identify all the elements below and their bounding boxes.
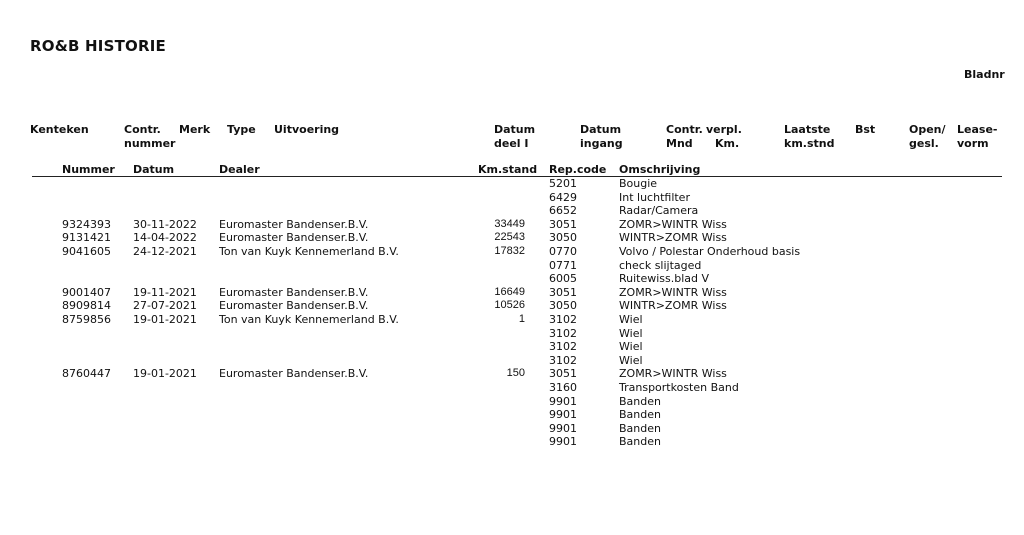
table-row	[0, 354, 1024, 368]
header-lease-vorm-line1: Lease-	[957, 123, 998, 136]
table-row	[0, 218, 1024, 232]
row-omschrijving: Bougie	[619, 177, 658, 190]
report-title: RO&B HISTORIE	[30, 37, 166, 55]
table-row	[0, 340, 1024, 354]
header-contr-nummer-line1: Contr.	[124, 123, 161, 136]
row-kmstand: 150	[506, 367, 525, 380]
col-header-repcode: Rep.code	[549, 163, 607, 176]
row-datum: 24-12-2021	[133, 244, 197, 258]
row-omschrijving: Banden	[619, 394, 661, 408]
row-repcode: 9901	[549, 394, 577, 408]
header-datum-ingang	[580, 123, 623, 151]
row-nummer: 9131421	[62, 231, 111, 245]
row-repcode: 3102	[549, 353, 577, 367]
row-repcode: 0771	[549, 258, 577, 272]
header-merk: Merk	[179, 123, 211, 136]
table-row	[0, 395, 1024, 409]
table-row	[0, 327, 1024, 341]
table-row	[0, 191, 1024, 205]
header-contr-mnd	[666, 123, 703, 151]
row-omschrijving: Wiel	[619, 312, 643, 326]
row-nummer: 9041605	[62, 244, 111, 258]
table-row	[0, 245, 1024, 259]
row-omschrijving: Int luchtfilter	[619, 190, 690, 204]
row-repcode: 0770	[549, 244, 577, 258]
row-omschrijving: Volvo / Polestar Onderhoud basis	[619, 244, 801, 258]
row-omschrijving: Banden	[619, 421, 661, 435]
table-row	[0, 422, 1024, 436]
row-omschrijving: Wiel	[619, 353, 643, 367]
table-row	[0, 286, 1024, 300]
row-repcode: 3050	[549, 231, 577, 245]
row-repcode: 3051	[549, 285, 577, 299]
row-omschrijving: WINTR>ZOMR Wiss	[619, 231, 727, 245]
header-datum-deel	[494, 123, 535, 151]
row-omschrijving: check slijtaged	[619, 258, 702, 272]
row-kmstand: 10526	[494, 299, 525, 312]
table-row	[0, 259, 1024, 273]
table-row	[0, 231, 1024, 245]
col-header-omschrijving: Omschrijving	[619, 163, 701, 176]
header-kenteken: Kenteken	[30, 123, 89, 136]
header-datum-ingang-line1: Datum	[580, 123, 622, 136]
row-repcode: 3102	[549, 326, 577, 340]
row-omschrijving: Banden	[619, 408, 661, 422]
row-repcode: 3050	[549, 299, 577, 313]
header-type: Type	[227, 123, 256, 136]
col-header-datum: Datum	[133, 163, 175, 176]
row-nummer: 8759856	[62, 312, 111, 326]
row-repcode: 3160	[549, 380, 577, 394]
row-datum: 19-11-2021	[133, 285, 197, 299]
row-repcode: 9901	[549, 435, 577, 449]
row-omschrijving: Wiel	[619, 326, 643, 340]
row-omschrijving: Wiel	[619, 340, 643, 354]
col-header-nummer: Nummer	[62, 163, 115, 176]
row-omschrijving: ZOMR>WINTR Wiss	[619, 217, 727, 231]
row-repcode: 3102	[549, 340, 577, 354]
row-omschrijving: Banden	[619, 435, 661, 449]
header-datum-ingang-line2: ingang	[580, 137, 623, 150]
header-bst: Bst	[855, 123, 876, 136]
header-laatste-km	[784, 123, 834, 151]
header-laatste-km-line2: km.stnd	[784, 137, 835, 150]
row-repcode: 3051	[549, 217, 577, 231]
row-datum: 30-11-2022	[133, 217, 197, 231]
header-datum-deel-line1: Datum	[494, 123, 536, 136]
table-row	[0, 435, 1024, 449]
row-nummer: 9001407	[62, 285, 111, 299]
row-nummer: 9324393	[62, 217, 111, 231]
row-dealer: Ton van Kuyk Kennemerland B.V.	[219, 244, 399, 258]
row-repcode: 6652	[549, 204, 577, 218]
table-row	[0, 299, 1024, 313]
header-open-gesl	[909, 123, 946, 151]
header-verpl-km-line2: Km.	[715, 137, 740, 150]
table-row	[0, 272, 1024, 286]
row-dealer: Euromaster Bandenser.B.V.	[219, 217, 369, 231]
header-laatste-km-line1: Laatste	[784, 123, 831, 136]
row-kmstand: 1	[518, 312, 525, 325]
row-kmstand: 22543	[494, 231, 525, 244]
row-kmstand: 16649	[494, 285, 525, 298]
row-omschrijving: ZOMR>WINTR Wiss	[619, 367, 727, 381]
row-omschrijving: Ruitewiss.blad V	[619, 272, 710, 286]
table-row	[0, 313, 1024, 327]
table-row	[0, 177, 1024, 191]
header-lease-vorm-line2: vorm	[957, 137, 989, 150]
row-repcode: 9901	[549, 408, 577, 422]
table-row	[0, 204, 1024, 218]
row-repcode: 3051	[549, 367, 577, 381]
row-datum: 14-04-2022	[133, 231, 197, 245]
table-row	[0, 367, 1024, 381]
row-datum: 19-01-2021	[133, 312, 197, 326]
row-omschrijving: ZOMR>WINTR Wiss	[619, 285, 727, 299]
header-lease-vorm	[957, 123, 997, 151]
row-dealer: Euromaster Bandenser.B.V.	[219, 367, 369, 381]
col-header-kmstand: Km.stand	[478, 163, 538, 176]
row-omschrijving: Transportkosten Band	[619, 380, 739, 394]
row-dealer: Euromaster Bandenser.B.V.	[219, 285, 369, 299]
header-contr-mnd-line2: Mnd	[666, 137, 693, 150]
header-contr-nummer	[124, 123, 175, 151]
row-omschrijving: WINTR>ZOMR Wiss	[619, 299, 727, 313]
row-datum: 27-07-2021	[133, 299, 197, 313]
header-open-gesl-line2: gesl.	[909, 137, 939, 150]
header-datum-deel-line2: deel I	[494, 137, 529, 150]
row-nummer: 8760447	[62, 367, 111, 381]
header-uitvoering: Uitvoering	[274, 123, 340, 136]
row-datum: 19-01-2021	[133, 367, 197, 381]
history-table	[0, 177, 1024, 449]
row-repcode: 9901	[549, 421, 577, 435]
row-dealer: Ton van Kuyk Kennemerland B.V.	[219, 312, 399, 326]
row-kmstand: 33449	[494, 217, 525, 230]
col-header-dealer: Dealer	[219, 163, 260, 176]
row-dealer: Euromaster Bandenser.B.V.	[219, 299, 369, 313]
row-omschrijving: Radar/Camera	[619, 204, 699, 218]
header-contr-mnd-line1: Contr.	[666, 123, 703, 136]
header-contr-nummer-line2: nummer	[124, 137, 176, 150]
table-row	[0, 408, 1024, 422]
table-row	[0, 381, 1024, 395]
row-repcode: 3102	[549, 312, 577, 326]
row-repcode: 6429	[549, 190, 577, 204]
bladnr-label: Bladnr	[964, 68, 1005, 81]
header-verpl-km	[706, 123, 742, 151]
row-nummer: 8909814	[62, 299, 111, 313]
row-repcode: 5201	[549, 177, 577, 190]
header-open-gesl-line1: Open/	[909, 123, 946, 136]
row-repcode: 6005	[549, 272, 577, 286]
header-verpl-km-line1: verpl.	[706, 123, 742, 136]
row-dealer: Euromaster Bandenser.B.V.	[219, 231, 369, 245]
row-kmstand: 17832	[494, 244, 525, 257]
